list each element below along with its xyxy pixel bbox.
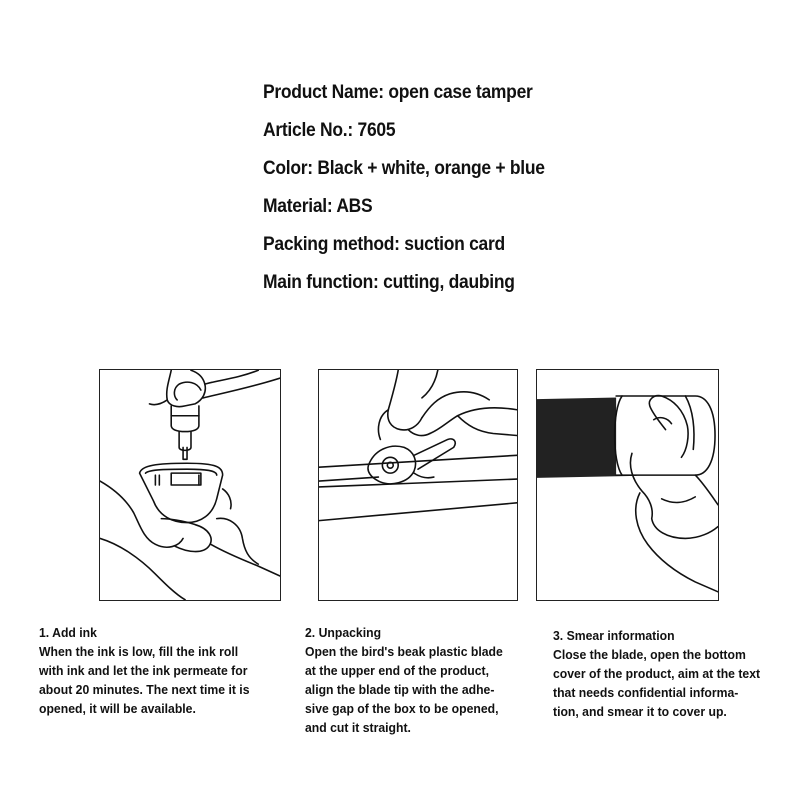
illustration-add-ink bbox=[99, 369, 281, 601]
spec-packing-method: Packing method: suction card bbox=[263, 234, 505, 255]
spec-material: Material: ABS bbox=[263, 196, 373, 217]
step-description: Close the blade, open the bottom cover of the product, aim at the text that needs confidential informa- tion, and smear it to cover up. bbox=[553, 647, 761, 719]
add-ink-drawing bbox=[100, 370, 280, 600]
step-title: 1. Add ink bbox=[39, 625, 97, 640]
smear-drawing bbox=[537, 370, 718, 600]
spec-article-no: Article No.: 7605 bbox=[263, 120, 396, 141]
step-description: Open the bird's beak plastic blade at the upper end of the product, align the blade tip with the adhe- sive gap of the box to be opened, and cut it straight. bbox=[305, 644, 503, 735]
step-add-ink bbox=[39, 623, 309, 718]
illustration-smear-information bbox=[536, 369, 719, 601]
product-specs bbox=[263, 74, 763, 302]
step-smear-information bbox=[553, 626, 798, 721]
spec-main-function: Main function: cutting, daubing bbox=[263, 272, 515, 293]
step-unpacking bbox=[305, 623, 555, 737]
step-title: 3. Smear information bbox=[553, 628, 675, 643]
unpacking-drawing bbox=[319, 370, 517, 600]
step-description: When the ink is low, fill the ink roll with ink and let the ink permeate for about 20 minutes. The next time it is opened, it will be available. bbox=[39, 644, 250, 716]
spec-color: Color: Black + white, orange + blue bbox=[263, 158, 545, 179]
illustration-unpacking bbox=[318, 369, 518, 601]
step-title: 2. Unpacking bbox=[305, 625, 382, 640]
spec-product-name: Product Name: open case tamper bbox=[263, 82, 533, 103]
